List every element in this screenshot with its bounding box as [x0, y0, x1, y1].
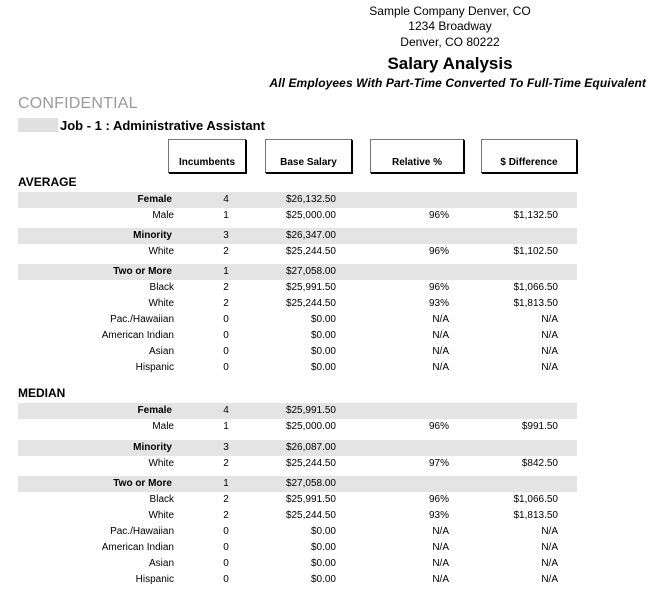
- table-row: [18, 208, 577, 224]
- table-row: [18, 476, 577, 492]
- table-row: [18, 360, 577, 376]
- cell-inc: 1: [223, 421, 229, 432]
- section-title-average: AVERAGE: [18, 175, 77, 189]
- cell-rel: N/A: [432, 542, 449, 553]
- cell-inc: 0: [223, 362, 229, 373]
- cell-label: White: [148, 298, 174, 309]
- cell-dif: $842.50: [521, 458, 558, 469]
- cell-label: Two or More: [113, 478, 172, 489]
- table-row: [18, 264, 577, 280]
- table-row: [18, 572, 577, 588]
- cell-inc: 0: [223, 346, 229, 357]
- cell-dif: $1,066.50: [513, 494, 558, 505]
- column-header-base-salary: Base Salary: [265, 139, 352, 173]
- table-row: [18, 524, 577, 540]
- cell-inc: 0: [223, 542, 229, 553]
- cell-sal: $25,991.50: [285, 405, 336, 416]
- cell-sal: $25,244.50: [285, 246, 336, 257]
- cell-sal: $25,000.00: [285, 210, 336, 221]
- table-row: [18, 328, 577, 344]
- cell-dif: N/A: [541, 346, 558, 357]
- cell-label: White: [148, 458, 174, 469]
- cell-inc: 3: [223, 230, 229, 241]
- cell-sal: $0.00: [310, 330, 336, 341]
- report-title: Salary Analysis: [387, 54, 513, 73]
- table-row: [18, 540, 577, 556]
- cell-sal: $27,058.00: [285, 266, 336, 277]
- cell-rel: N/A: [432, 346, 449, 357]
- cell-sal: $0.00: [310, 362, 336, 373]
- cell-inc: 4: [223, 405, 229, 416]
- cell-label: Two or More: [113, 266, 172, 277]
- cell-sal: $26,087.00: [285, 442, 336, 453]
- cell-inc: 2: [223, 246, 229, 257]
- cell-inc: 0: [223, 574, 229, 585]
- cell-sal: $0.00: [310, 526, 336, 537]
- cell-label: Female: [137, 405, 172, 416]
- cell-label: Hispanic: [135, 574, 174, 585]
- cell-rel: 93%: [428, 298, 449, 309]
- cell-dif: N/A: [541, 362, 558, 373]
- cell-rel: 96%: [428, 246, 449, 257]
- cell-sal: $25,000.00: [285, 421, 336, 432]
- table-row: [18, 280, 577, 296]
- table-row: [18, 344, 577, 360]
- cell-inc: 2: [223, 494, 229, 505]
- cell-inc: 1: [223, 266, 229, 277]
- cell-label: White: [148, 510, 174, 521]
- company-name: Sample Company Denver, CO: [369, 4, 531, 18]
- table-row: [18, 419, 577, 435]
- job-title: Job - 1 : Administrative Assistant: [60, 118, 265, 133]
- report-subtitle: All Employees With Part-Time Converted To Full-Time Equivalent: [269, 76, 646, 90]
- table-row: [18, 556, 577, 572]
- cell-inc: 2: [223, 282, 229, 293]
- cell-rel: N/A: [432, 362, 449, 373]
- cell-sal: $0.00: [310, 574, 336, 585]
- cell-label: Black: [149, 282, 174, 293]
- cell-dif: $1,066.50: [513, 282, 558, 293]
- column-header-relative: Relative %: [370, 139, 464, 173]
- cell-dif: $1,813.50: [513, 510, 558, 521]
- job-header-bar: [18, 118, 58, 132]
- table-row: [18, 403, 577, 419]
- cell-sal: $25,244.50: [285, 510, 336, 521]
- cell-sal: $27,058.00: [285, 478, 336, 489]
- cell-label: Pac./Hawaiian: [110, 314, 174, 325]
- cell-label: White: [148, 246, 174, 257]
- confidential-label: CONFIDENTIAL: [18, 95, 138, 112]
- table-row: [18, 312, 577, 328]
- cell-sal: $26,347.00: [285, 230, 336, 241]
- cell-sal: $0.00: [310, 346, 336, 357]
- cell-rel: 96%: [428, 282, 449, 293]
- cell-label: Female: [137, 194, 172, 205]
- table-row: [18, 192, 577, 208]
- cell-label: American Indian: [101, 330, 174, 341]
- cell-inc: 0: [223, 558, 229, 569]
- cell-label: Asian: [148, 346, 174, 357]
- cell-label: Minority: [133, 442, 172, 453]
- cell-dif: N/A: [541, 330, 558, 341]
- cell-dif: N/A: [541, 314, 558, 325]
- table-row: [18, 244, 577, 260]
- cell-rel: N/A: [432, 526, 449, 537]
- table-row: [18, 508, 577, 524]
- cell-rel: N/A: [432, 314, 449, 325]
- cell-rel: 93%: [428, 510, 449, 521]
- cell-sal: $25,244.50: [285, 298, 336, 309]
- cell-rel: 96%: [428, 494, 449, 505]
- cell-dif: $1,132.50: [513, 210, 558, 221]
- section-title-median: MEDIAN: [18, 386, 66, 400]
- cell-dif: $1,813.50: [513, 298, 558, 309]
- cell-label: Asian: [148, 558, 174, 569]
- company-address: 1234 Broadway: [408, 19, 492, 33]
- cell-inc: 2: [223, 458, 229, 469]
- cell-dif: $991.50: [521, 421, 558, 432]
- column-header-incumbents: Incumbents: [168, 139, 246, 173]
- cell-label: Black: [149, 494, 174, 505]
- cell-label: Hispanic: [135, 362, 174, 373]
- cell-rel: N/A: [432, 330, 449, 341]
- cell-dif: $1,102.50: [513, 246, 558, 257]
- table-row: [18, 492, 577, 508]
- cell-rel: 96%: [428, 210, 449, 221]
- cell-label: Minority: [133, 230, 172, 241]
- cell-inc: 1: [223, 210, 229, 221]
- cell-inc: 3: [223, 442, 229, 453]
- cell-dif: N/A: [541, 542, 558, 553]
- cell-sal: $0.00: [310, 558, 336, 569]
- table-row: [18, 440, 577, 456]
- table-row: [18, 228, 577, 244]
- column-header-difference: $ Difference: [481, 139, 577, 173]
- cell-label: Male: [152, 421, 174, 432]
- cell-rel: 96%: [428, 421, 449, 432]
- cell-sal: $25,991.50: [285, 282, 336, 293]
- cell-inc: 0: [223, 330, 229, 341]
- cell-dif: N/A: [541, 574, 558, 585]
- cell-dif: N/A: [541, 526, 558, 537]
- cell-sal: $25,991.50: [285, 494, 336, 505]
- cell-rel: N/A: [432, 574, 449, 585]
- cell-rel: N/A: [432, 558, 449, 569]
- cell-sal: $0.00: [310, 314, 336, 325]
- cell-inc: 1: [223, 478, 229, 489]
- company-city: Denver, CO 80222: [400, 35, 500, 49]
- cell-sal: $26,132.50: [285, 194, 336, 205]
- table-row: [18, 456, 577, 472]
- cell-label: Male: [152, 210, 174, 221]
- cell-label: Pac./Hawaiian: [110, 526, 174, 537]
- cell-rel: 97%: [428, 458, 449, 469]
- table-row: [18, 296, 577, 312]
- cell-inc: 4: [223, 194, 229, 205]
- cell-inc: 0: [223, 526, 229, 537]
- cell-sal: $0.00: [310, 542, 336, 553]
- cell-inc: 0: [223, 314, 229, 325]
- cell-label: American Indian: [101, 542, 174, 553]
- cell-inc: 2: [223, 510, 229, 521]
- cell-inc: 2: [223, 298, 229, 309]
- cell-dif: N/A: [541, 558, 558, 569]
- cell-sal: $25,244.50: [285, 458, 336, 469]
